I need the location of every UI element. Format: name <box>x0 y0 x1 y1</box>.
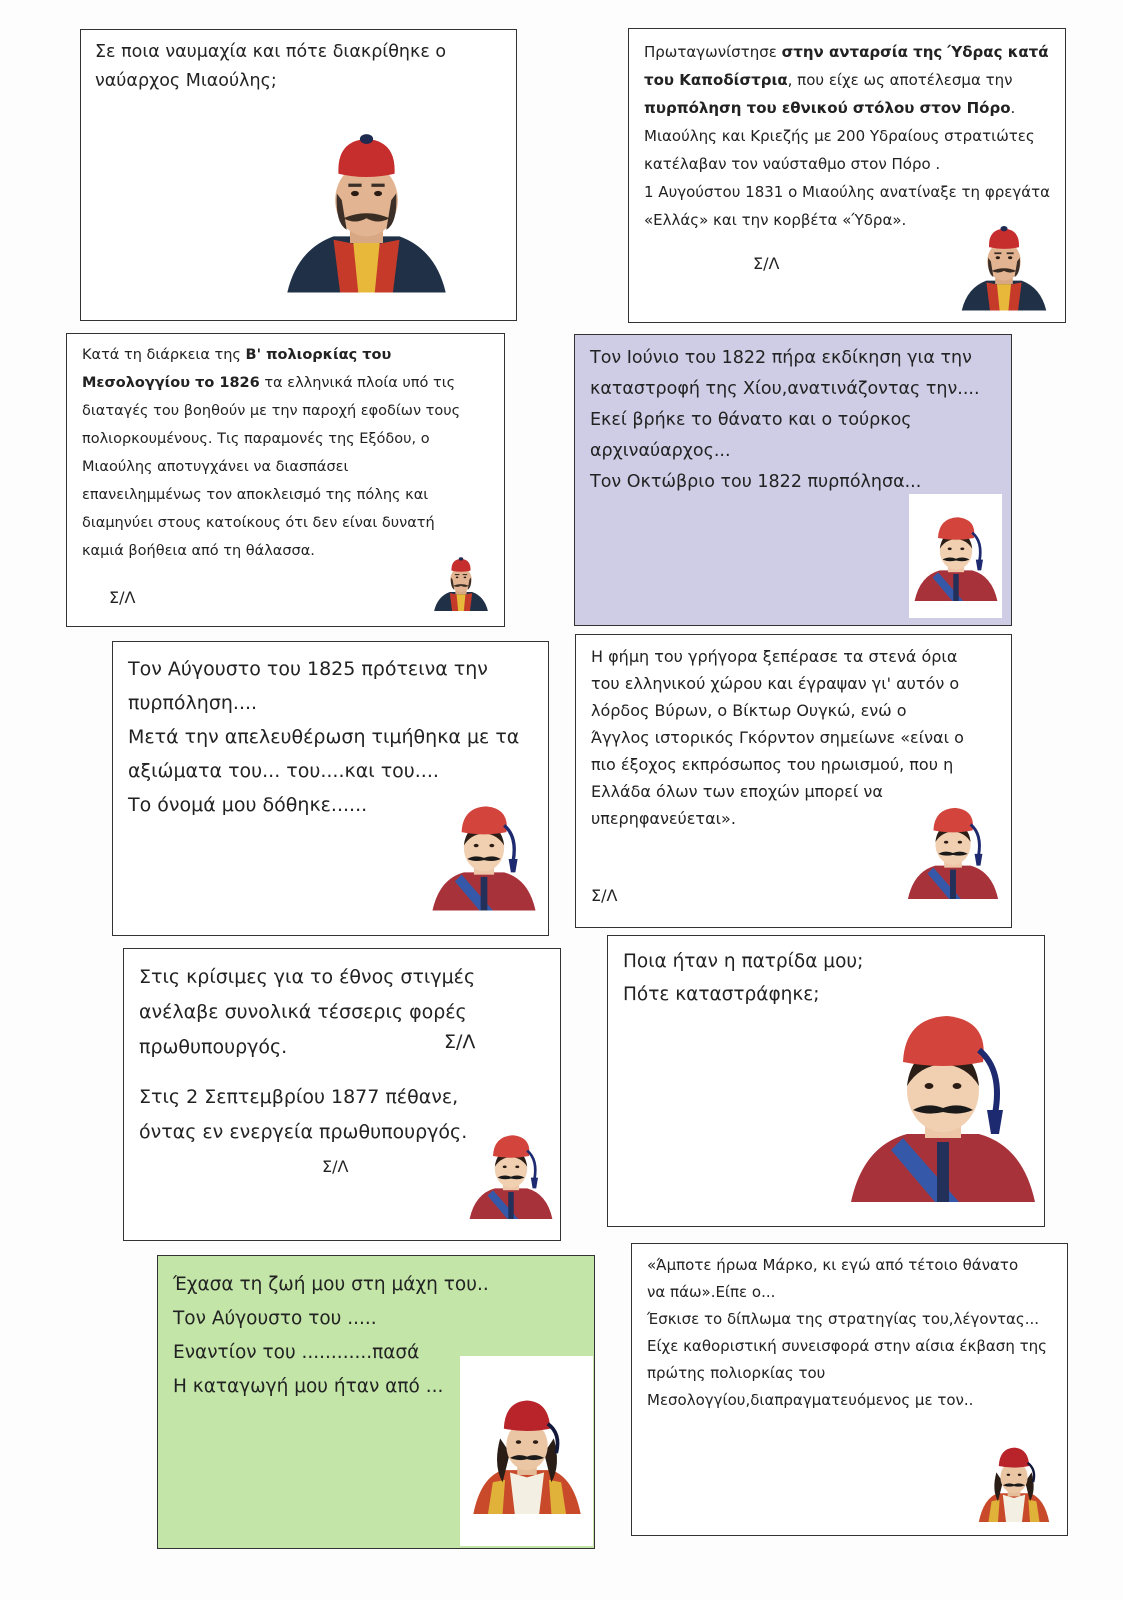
miaoulis-portrait-icon <box>284 105 449 315</box>
card-text-line: ανέλαβε συνολικά τέσσερις φορές <box>139 1001 467 1023</box>
card-text-line: καταστροφή της Χίου,ανατινάζοντας την.... <box>590 379 980 399</box>
card-text-line: πυρπόληση του εθνικού στόλου στον Πόρο. <box>644 99 1016 117</box>
true-false-mark: Σ/Λ <box>753 254 780 273</box>
card-text-line: υπερηφανεύεται». <box>591 809 736 828</box>
card-text-line: όντας εν ενεργεία πρωθυπουργός. <box>139 1121 468 1143</box>
card-text-line: Έχασα τη ζωή μου στη μάχη του.. <box>173 1274 489 1295</box>
card-text-line: Μεσολογγίου το 1826 τα ελληνικά πλοία υπό τις <box>82 375 456 391</box>
card-text-line: καμιά βοήθεια από τη θάλασσα. <box>82 543 315 559</box>
card-text-line: Τον Αύγουστο του ..... <box>173 1308 377 1329</box>
card-text-line: Μιαούλης αποτυγχάνει να διασπάσει <box>82 459 349 475</box>
true-false-mark: Σ/Λ <box>444 1031 476 1053</box>
card-text-line: Άγγλος ιστορικός Γκόρντον σημείωνε «είναι ο <box>591 728 964 747</box>
card-text-line: κατέλαβαν τον ναύσταθμο στον Πόρο . <box>644 155 941 173</box>
card-text-line: Μιαούλης και Κριεζής με 200 Υδραίους στρατιώτες <box>644 127 1035 145</box>
card-text-line: Εκεί βρήκε το θάνατο και ο τούρκος <box>590 410 912 430</box>
kanaris-portrait-icon <box>428 782 540 927</box>
card-text-line: πρωθυπουργός. <box>139 1036 288 1058</box>
card-text-line: του ελληνικού χώρου και έγραψαν γι' αυτόν ο <box>591 674 960 693</box>
card-text-line: Σε ποια ναυμαχία και πότε διακρίθηκε ο <box>95 42 447 62</box>
card-text-line: να πάω».Είπε ο... <box>647 1283 776 1301</box>
card-text-line: πιο έξοχος εκπρόσωπος του ηρωισμού, που η <box>591 755 954 774</box>
card-mesolonghi-siege <box>66 333 505 627</box>
card-text-line: 1 Αυγούστου 1831 ο Μιαούλης ανατίναξε τη φρεγάτα <box>644 183 1051 201</box>
miaoulis-portrait-icon <box>433 545 489 621</box>
kanaris-portrait-icon <box>843 982 1043 1222</box>
botsaris-portrait-frame <box>460 1356 593 1546</box>
botsaris-portrait-icon <box>466 1364 588 1542</box>
card-text-line: Στις 2 Σεπτεμβρίου 1877 πέθανε, <box>139 1086 459 1108</box>
card-text-line: Πρωταγωνίστησε στην ανταρσία της Ύδρας κατά <box>644 43 1049 61</box>
card-text-line: αρχιναύαρχος... <box>590 441 731 461</box>
card-text-line: Εναντίον του ............πασά <box>173 1342 420 1363</box>
card-text-line: Ποια ήταν η πατρίδα μου; <box>623 951 864 972</box>
card-battle-death <box>157 1255 595 1549</box>
card-fame-quote <box>575 634 1012 928</box>
card-text-line: διαταγές του βοηθούν με την παροχή εφοδίων τους <box>82 403 461 419</box>
botsaris-portrait-icon <box>974 1432 1054 1532</box>
card-hydra-revolt <box>628 28 1066 323</box>
card-text-line: Ελλάδα όλων των εποχών μπορεί να <box>591 782 883 801</box>
card-text-line: επανειλημμένως τον αποκλεισμό της πόλης και <box>82 487 429 503</box>
card-text-line: Κατά τη διάρκεια της Β' πολιορκίας του <box>82 347 392 363</box>
card-text-line: «Άμποτε ήρωα Μάρκο, κι εγώ από τέτοιο θάνατο <box>647 1256 1019 1274</box>
card-text-line: αξιώματα του... του....και του.... <box>128 760 439 782</box>
card-text-line: Πότε καταστράφηκε; <box>623 984 820 1005</box>
miaoulis-portrait-icon <box>960 214 1048 319</box>
card-text-line: Έσκισε το δίπλωμα της στρατηγίας του,λέγοντας... <box>647 1310 1039 1328</box>
card-text-line: Το όνομά μου δόθηκε...... <box>128 794 368 816</box>
card-text-line: Τον Οκτώβριο του 1822 πυρπόλησα... <box>590 472 922 492</box>
card-text-line: Είχε καθοριστική συνεισφορά στην αίσια έκβαση της <box>647 1337 1047 1355</box>
card-chios-revenge <box>574 334 1012 626</box>
kanaris-portrait-frame <box>909 494 1002 618</box>
card-text-line: Μεσολογγίου,διαπραγματευόμενος με τον.. <box>647 1391 974 1409</box>
card-text-line: Μετά την απελευθέρωση τιμήθηκα με τα <box>128 726 520 748</box>
card-text-line: «Ελλάς» και την κορβέτα «Ύδρα». <box>644 211 907 229</box>
card-text-line: λόρδος Βύρων, ο Βίκτωρ Ουγκώ, ενώ ο <box>591 701 907 720</box>
kanaris-portrait-icon <box>466 1114 556 1234</box>
card-text-line: πυρπόληση.... <box>128 692 258 714</box>
card-text-line: Η καταγωγή μου ήταν από ... <box>173 1376 444 1397</box>
kanaris-portrait-icon <box>904 785 1002 915</box>
kanaris-portrait-icon <box>911 500 1001 612</box>
card-text-line: ναύαρχος Μιαούλης; <box>95 71 277 91</box>
card-text-line: Τον Αύγουστο του 1825 πρότεινα την <box>128 658 488 680</box>
card-text-line: πολιορκουμένους. Τις παραμονές της Εξόδου, ο <box>82 431 430 447</box>
card-markos-quote <box>631 1243 1068 1536</box>
card-miaoulis-battle-question <box>80 29 517 321</box>
true-false-mark: Σ/Λ <box>109 588 136 607</box>
card-text-line: διαμηνύει στους κατοίκους ότι δεν είναι δυνατή <box>82 515 435 531</box>
true-false-mark: Σ/Λ <box>322 1157 349 1176</box>
card-prime-minister <box>123 948 561 1241</box>
card-fireship-proposal <box>112 641 549 936</box>
card-text-line: του Καποδίστρια, που είχε ως αποτέλεσμα την <box>644 71 1013 89</box>
card-text-line: πρώτης πολιορκίας του <box>647 1364 826 1382</box>
true-false-mark: Σ/Λ <box>591 886 618 905</box>
card-text-line: Στις κρίσιμες για το έθνος στιγμές <box>139 966 476 988</box>
card-text-line: Τον Ιούνιο του 1822 πήρα εκδίκηση για την <box>590 348 972 368</box>
card-text-line: Η φήμη του γρήγορα ξεπέρασε τα στενά όρια <box>591 647 958 666</box>
card-homeland-question <box>607 935 1045 1227</box>
